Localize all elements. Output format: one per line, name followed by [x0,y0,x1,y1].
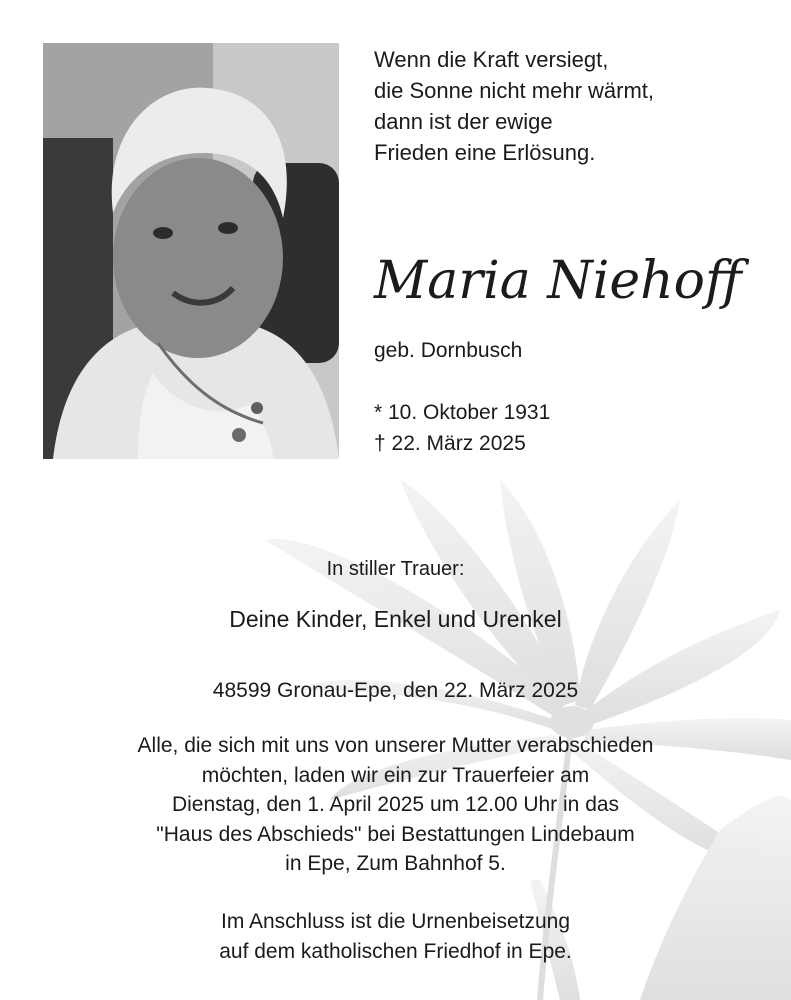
poem-line: Frieden eine Erlösung. [374,140,596,165]
invitation-line: "Haus des Abschieds" bei Bestattungen Lindebaum [156,822,635,846]
death-date: † 22. März 2025 [374,432,526,455]
mourners: Deine Kinder, Enkel und Urenkel [229,606,562,632]
invitation-line: möchten, laden wir ein zur Trauerfeier am [201,763,590,787]
life-dates [374,397,550,459]
deceased-name-text: Maria Niehoff [374,251,742,311]
burial-line: Im Anschluss ist die Urnenbeisetzung [220,910,570,933]
birth-name: geb. Dornbusch [374,339,523,362]
burial-note [0,907,791,967]
poem-line: die Sonne nicht mehr wärmt, [374,78,655,103]
invitation-line: Alle, die sich mit uns von unserer Mutter verabschieden [137,734,654,757]
poem [374,44,754,168]
invitation-line: Dienstag, den 1. April 2025 um 12.00 Uhr in das [171,793,620,816]
portrait-photo [43,43,339,459]
deceased-name [372,232,772,342]
place-date: 48599 Gronau-Epe, den 22. März 2025 [212,679,579,702]
birth-date: * 10. Oktober 1931 [374,401,551,424]
poem-line: Wenn die Kraft versiegt, [374,47,609,72]
poem-line: dann ist der ewige [374,109,553,134]
burial-line: auf dem katholischen Friedhof in Epe. [219,940,572,963]
mourning-intro: In stiller Trauer: [326,558,465,580]
funeral-invitation [0,731,791,879]
invitation-line: in Epe, Zum Bahnhof 5. [285,852,506,875]
portrait-photo-icon [43,43,339,459]
